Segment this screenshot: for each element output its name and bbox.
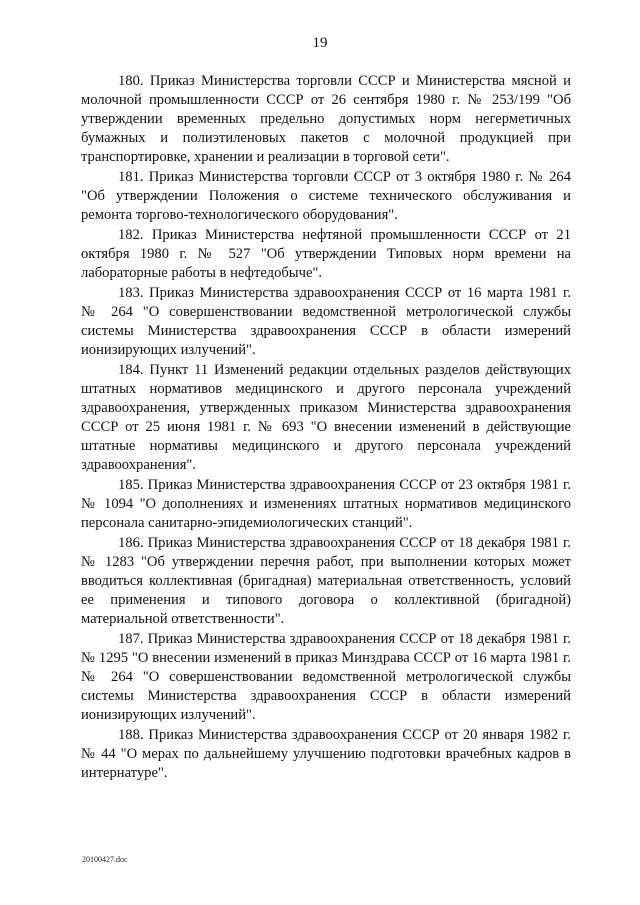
- list-item-182: 182. Приказ Министерства нефтяной промышленности СССР от 21 октября 1980 г. № 527 "Об утверждении Типовых норм времени на лабораторные работы в нефтедобыче".: [81, 227, 571, 281]
- document-body: [81, 72, 571, 784]
- footer-filename: 20100427.doc: [82, 855, 128, 864]
- list-item-187: 187. Приказ Министерства здравоохранения СССР от 18 декабря 1981 г. № 1295 "О внесении изменений в приказ Минздрава СССР от 16 марта 1981 г. № 264 "О совершенствовании ведомственной метрологической службы системы Министерства здравоохранения СССР в области измерений ионизирующих излучений".: [81, 631, 571, 723]
- page-number: 19: [312, 35, 328, 51]
- list-item-180: 180. Приказ Министерства торговли СССР и Министерства мясной и молочной промышленности СССР от 26 сентября 1980 г. № 253/199 "Об утверждении временных предельно допустимых норм негерметичных бумажных и полиэтиленовых пакетов с молочной продукцией при транспортировке, хранении и реализации в торговой сети".: [81, 73, 571, 165]
- list-item-184: 184. Пункт 11 Изменений редакции отдельных разделов действующих штатных нормативов медицинского и другого персонала учреждений здравоохранения, утвержденных приказом Министерства здравоохранения СССР от 25 июня 1981 г. № 693 "О внесении изменений в действующие штатные нормативы медицинского и другого персонала учреждений здравоохранения".: [81, 362, 571, 473]
- list-item-186: 186. Приказ Министерства здравоохранения СССР от 18 декабря 1981 г. № 1283 "Об утверждении перечня работ, при выполнении которых может вводиться коллективная (бригадная) материальная ответственность, условий ее применения и типового договора о коллективной (бригадной) материальной ответственности".: [81, 535, 571, 627]
- list-item-183: 183. Приказ Министерства здравоохранения СССР от 16 марта 1981 г. № 264 "О совершенствовании ведомственной метрологической службы системы Министерства здравоохранения СССР в области измерений ионизирующих излучений".: [81, 285, 571, 358]
- list-item-188: 188. Приказ Министерства здравоохранения СССР от 20 января 1982 г. № 44 "О мерах по дальнейшему улучшению подготовки врачебных кадров в интернатуре".: [81, 727, 571, 781]
- list-item-181: 181. Приказ Министерства торговли СССР от 3 октября 1980 г. № 264 "Об утверждении Положения о системе технического обслуживания и ремонта торгово-технологического оборудования".: [81, 169, 571, 223]
- list-item-185: 185. Приказ Министерства здравоохранения СССР от 23 октября 1981 г. № 1094 "О дополнениях и изменениях штатных нормативов медицинского персонала санитарно-эпидемиологических станций".: [81, 477, 571, 531]
